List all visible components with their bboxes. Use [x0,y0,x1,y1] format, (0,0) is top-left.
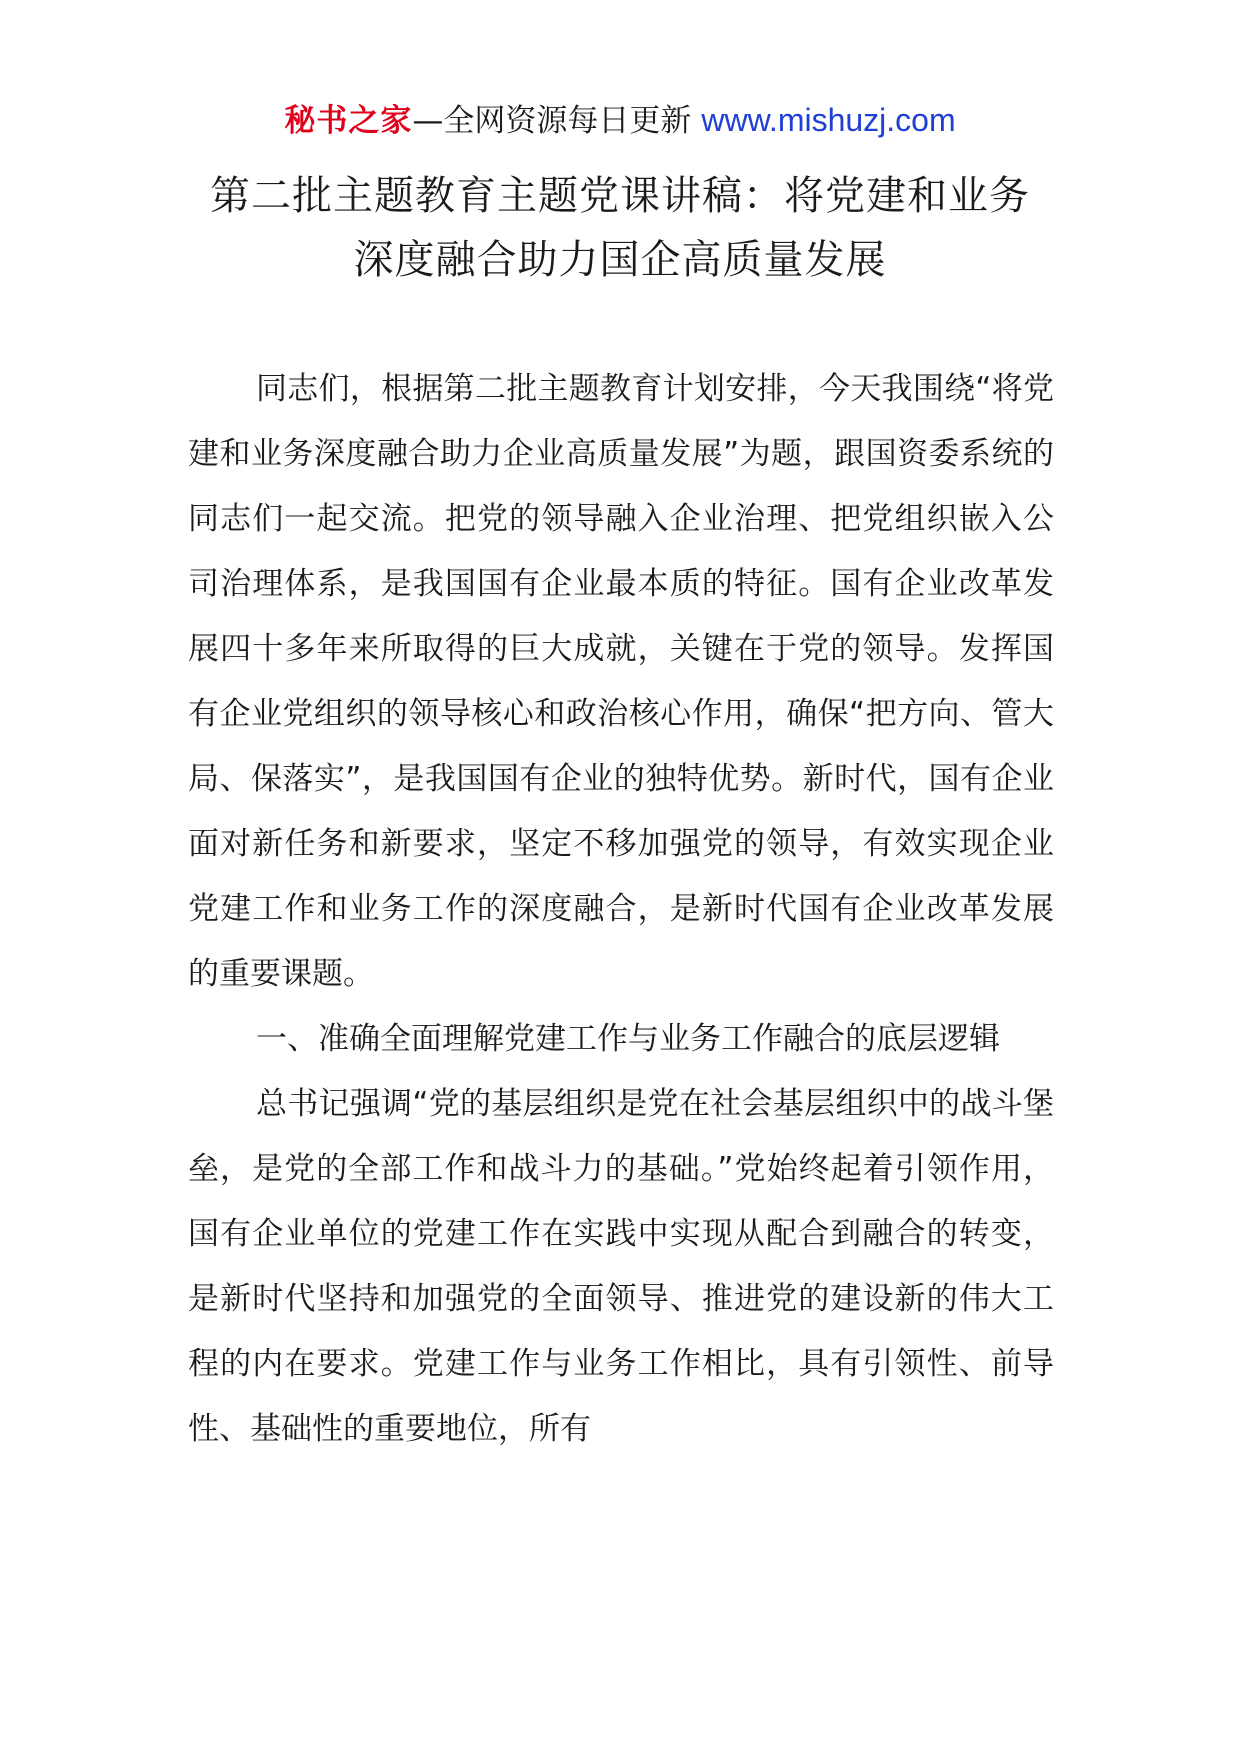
header-dash: — [412,103,444,139]
title-line-2: 深度融合助力国企高质量发展 [353,237,887,283]
section-heading-1: 一、准确全面理解党建工作与业务工作融合的底层逻辑 [256,1021,1000,1057]
body-text [188,357,1054,1462]
website-link[interactable]: www.mishuzj.com [701,102,956,138]
document-title [150,164,1090,292]
brand-name: 秘书之家 [284,103,413,139]
paragraph-intro: 同志们，根据第二批主题教育计划安排，今天我围绕“将党建和业务深度融合助力企业高质量发展”为题，跟国资委系统的同志们一起交流。把党的领导融入企业治理、把党组织嵌入公司治理体系，是我国国有企业最本质的特征。国有企业改革发展四十多年来所取得的巨大成就，关键在于党的领导。发挥国有企业党组织的领导核心和政治核心作用，确保“把方向、管大局、保落实”，是我国国有企业的独特优势。新时代，国有企业面对新任务和新要求，坚定不移加强党的领导，有效实现企业党建工作和业务工作的深度融合，是新时代国有企业改革发展的重要课题。 [188,371,1054,992]
paragraph-section-1: 总书记强调“党的基层组织是党在社会基层组织中的战斗堡垒，是党的全部工作和战斗力的基础。”党始终起着引领作用，国有企业单位的党建工作在实践中实现从配合到融合的转变，是新时代坚持和加强党的全面领导、推进党的建设新的伟大工程的内在要求。党建工作与业务工作相比，具有引领性、前导性、基础性的重要地位，所有 [188,1086,1054,1447]
title-line-1: 第二批主题教育主题党课讲稿：将党建和业务 [210,173,1030,219]
header-banner [0,98,1240,143]
header-tagline: 全网资源每日更新 [443,103,692,139]
